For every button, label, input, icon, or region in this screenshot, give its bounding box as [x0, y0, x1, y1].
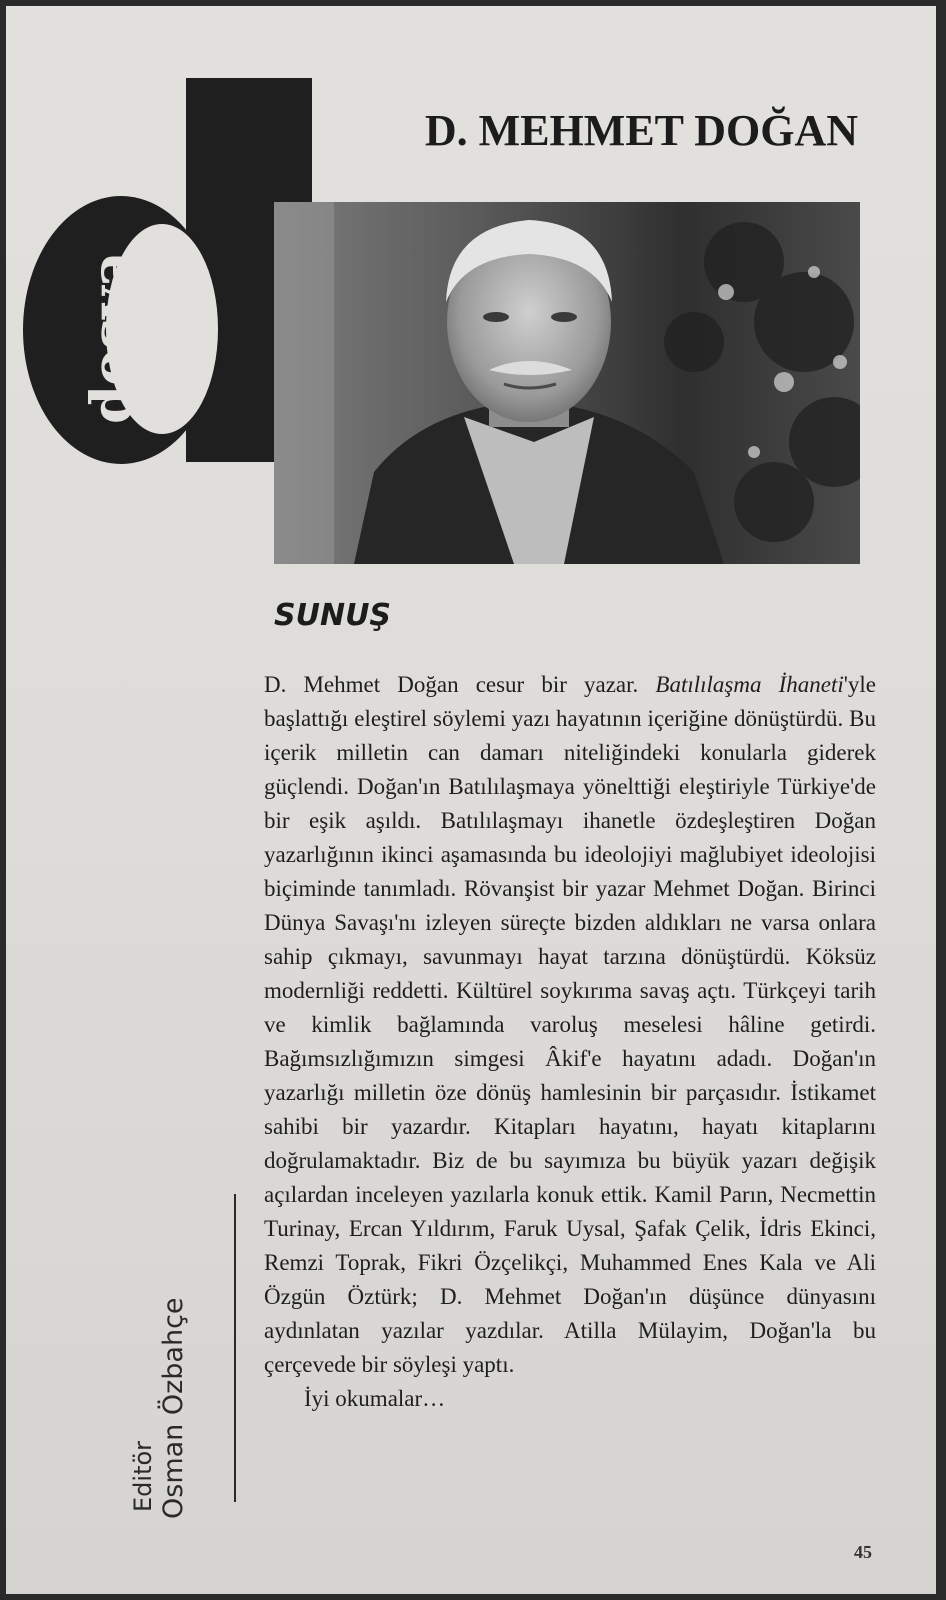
- section-title: SUNUŞ: [274, 598, 392, 633]
- credit-divider: [234, 1194, 236, 1502]
- body-text-rest: 'yle başlattığı eleştirel söylemi yazı hayatının içeriğine dönüştürdü. Bu içerik milletin can damarı niteliğindeki konularla giderek güçlendi. Doğan'ın Batılılaşmaya yönelttiği eleştiriyle Türkiye'de bir eşik aşıldı. Batılılaşmayı ihanetle özdeşleştiren Doğan yazarlığının ikinci aşamasında bu ideolojiyi mağlubiyet ideolojisi biçiminde tanımladı. Rövanşist bir yazar Mehmet Doğan. Birinci Dünya Savaşı'nı izleyen süreçte bizden aldıkları ne varsa onlara sahip çıkmayı, savunmayı hayat tarzına dönüştürdü. Köksüz modernliği reddetti. Kültürel soykırıma savaş açtı. Türkçeyi tarih ve kimlik bağlamında varoluş meselesi hâline getirdi. Bağımsızlığımızın simgesi Âkif'e hayatını adadı. Doğan'ın yazarlığı milletin öze dönüş hamlesinin bir parçasıdır. İstikamet sahibi bir yazardır. Kitapları hayatını, hayatı kitaplarını doğrulamaktadır. Biz de bu sayımıza bu büyük yazarı değişik açılardan inceleyen yazılarla konuk ettik. Kamil Parın, Necmettin Turinay, Ercan Yıldırım, Faruk Uysal, Şafak Çelik, İdris Ekinci, Remzi Toprak, Fikri Özçelikçi, Muhammed Enes Kala ve Ali Özgün Öztürk; D. Mehmet Doğan'ın düşünce dünyasını aydınlatan yazılar yazdılar. Atilla Mülayim, Doğan'la bu çerçevede bir söyleşi yaptı.: [264, 672, 876, 1377]
- section-logo-word: dosya: [79, 252, 145, 424]
- book-title: Batılılaşma İhaneti: [655, 672, 844, 697]
- body-text-start: D. Mehmet Doğan cesur bir yazar.: [264, 672, 656, 697]
- person-photo-icon: [274, 202, 860, 564]
- author-portrait: [274, 202, 860, 564]
- magazine-page: [6, 6, 936, 1594]
- editor-label: Editör: [129, 1440, 157, 1512]
- page-number: 45: [854, 1542, 872, 1562]
- closing-line: İyi okumalar…: [304, 1386, 446, 1411]
- author-title: D. MEHMET DOĞAN: [424, 106, 858, 155]
- editor-name: Osman Özbahçe: [158, 1297, 189, 1519]
- body-text: [264, 668, 876, 1416]
- body-paragraph: [264, 668, 876, 1382]
